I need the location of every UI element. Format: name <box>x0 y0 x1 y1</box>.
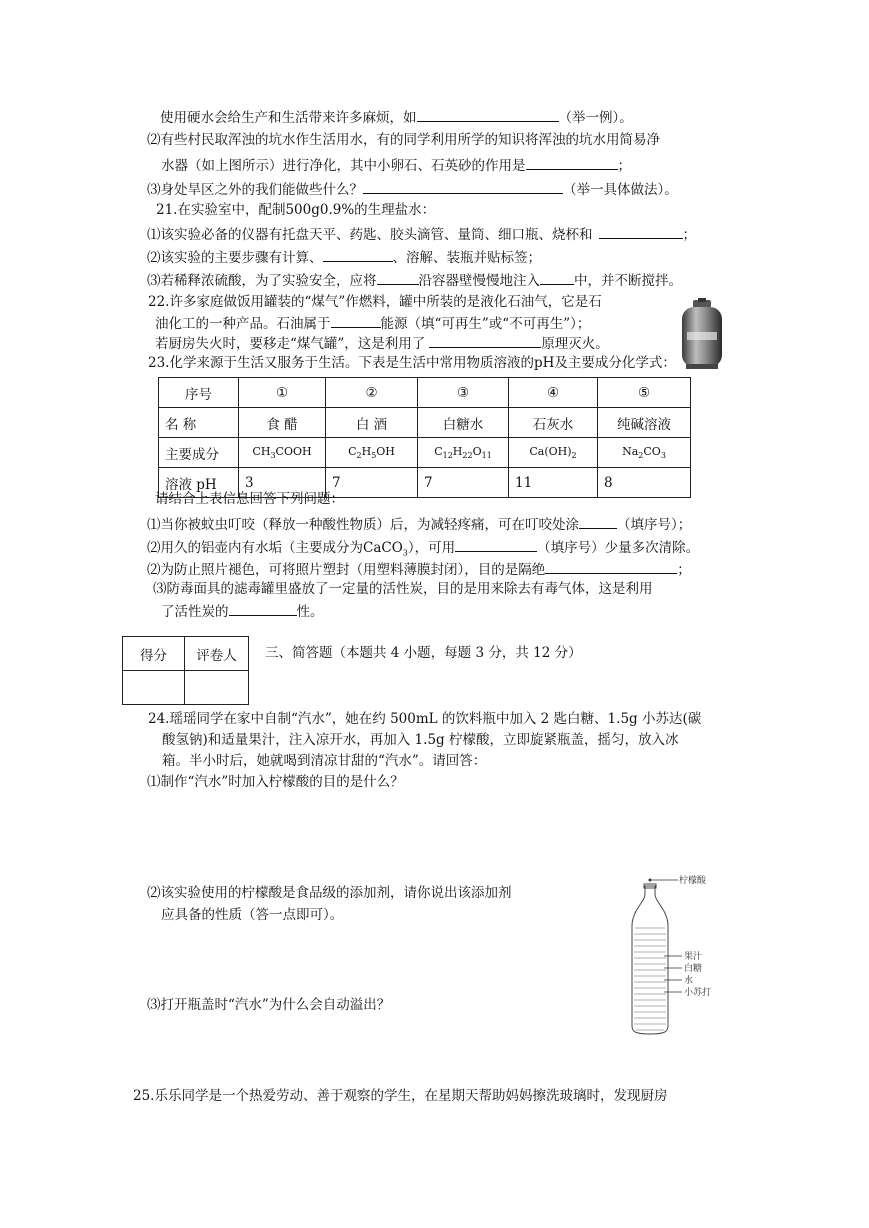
q22-line2: 油化工的一种产品。石油属于 能源（填“可再生”或“不可再生”）； <box>155 313 590 333</box>
q21-part3: ⑶若稀释浓硫酸，为了实验安全，应将 沿容器壁慢慢地注入 中，并不断搅拌。 <box>147 270 682 290</box>
answer-blank[interactable] <box>540 270 574 285</box>
answer-blank[interactable] <box>455 537 537 552</box>
table-cell: 7 <box>326 468 418 498</box>
q21-title: 21.在实验室中，配制500g0.9%的生理盐水： <box>156 202 436 218</box>
answer-blank[interactable] <box>545 559 677 574</box>
q22-line1: 22.许多家庭做饭用罐装的“煤气”作燃料，罐中所装的是液化石油气，它是石 <box>148 294 602 310</box>
label-sugar: 白糖 <box>684 964 703 974</box>
soda-bottle-diagram <box>620 868 730 1038</box>
table-cell: 8 <box>598 468 691 498</box>
table-row <box>159 408 691 438</box>
table-cell: 纯碱溶液 <box>598 408 691 438</box>
q24-line1: 24.瑶瑶同学在家中自制“汽水”，她在约 500mL 的饮料瓶中加入 2 匙白糖、1.5g 小苏达(碳 <box>148 711 702 727</box>
q20-part2: ⑵有些村民取浑浊的坑水作生活用水，有的同学利用所学的知识将浑浊的坑水用简易净 <box>147 132 660 148</box>
row-label: 溶液 pH <box>159 468 239 498</box>
score-cell[interactable] <box>123 671 185 705</box>
liquid-lines <box>634 928 666 1030</box>
table-cell: 白糖水 <box>418 408 509 438</box>
q23-title: 23.化学来源于生活又服务于生活。下表是生活中常用物质溶液的pH及主要成分化学式： <box>148 355 676 371</box>
label-juice: 果汁 <box>684 952 703 962</box>
answer-blank[interactable] <box>599 224 683 239</box>
score-label: 得分 <box>123 637 185 671</box>
answer-blank[interactable] <box>331 313 381 328</box>
gas-cylinder-image <box>678 298 726 370</box>
q24-line2: 酸氢钠)和适量果汁，注入凉开水，再加入 1.5g 柠檬酸，立即旋紧瓶盖，摇匀，放入冰 <box>162 732 679 748</box>
answer-blank[interactable] <box>417 107 559 122</box>
table-cell: ① <box>239 378 326 408</box>
label-citric-acid: 柠檬酸 <box>679 876 707 886</box>
q20-line1: 使用硬水会给生产和生活带来许多麻烦，如 （举一例）。 <box>160 107 633 127</box>
q24-part2: ⑵该实验使用的柠檬酸是食品级的添加剂，请你说出该添加剂 <box>147 885 512 901</box>
row-label: 主要成分 <box>159 438 239 468</box>
q24-part3: ⑶打开瓶盖时“汽水”为什么会自动溢出？ <box>147 997 391 1013</box>
table-cell: 白 酒 <box>326 408 418 438</box>
q23-part2: ⑵用久的铝壶内有水垢（主要成分为CaCO$_3$），可用 （填序号）少量多次清除。 <box>147 537 699 563</box>
grader-cell[interactable] <box>185 671 249 705</box>
formula-cell: $Ca(OH)_2$ <box>509 438 598 468</box>
table-cell: 食 醋 <box>239 408 326 438</box>
q23-part1: ⑴当你被蚊虫叮咬（释放一种酸性物质）后，为减轻疼痛，可在叮咬处涂 （填序号）； <box>147 514 691 534</box>
q24-line3: 箱。半小时后，她就喝到清凉甘甜的“汽水”。请回答： <box>162 753 487 769</box>
formula-cell: $Na_2CO_3$ <box>598 438 691 468</box>
section3-heading: 三、简答题（本题共 4 小题，每题 3 分，共 12 分） <box>265 645 582 661</box>
q25-line1: 25.乐乐同学是一个热爱劳动、善于观察的学生，在星期天帮助妈妈擦洗玻璃时，发现厨房 <box>133 1088 668 1104</box>
table-cell: ④ <box>509 378 598 408</box>
row-label: 序号 <box>159 378 239 408</box>
q21-part1: ⑴该实验必备的仪器有托盘天平、药匙、胶头滴管、量筒、细口瓶、烧杯和 ； <box>147 224 696 244</box>
table-cell: ③ <box>418 378 509 408</box>
grader-label: 评卷人 <box>185 637 249 671</box>
q24-part1: ⑴制作“汽水”时加入柠檬酸的目的是什么？ <box>147 774 404 790</box>
answer-blank[interactable] <box>363 179 563 194</box>
table-cell: ⑤ <box>598 378 691 408</box>
table-cell: 3 <box>239 468 326 498</box>
q22-line3: 若厨房失火时，要移走“煤气罐”，这是利用了 原理灭火。 <box>155 333 609 353</box>
formula-cell: $CH_3COOH$ <box>239 438 326 468</box>
q24-part2-cont: 应具备的性质（答一点即可）。 <box>161 907 344 923</box>
label-water: 水 <box>684 976 694 986</box>
answer-blank[interactable] <box>323 247 393 262</box>
formula-cell: $C_2H_5OH$ <box>326 438 418 468</box>
q23-part3: ⑵为防止照片褪色，可将照片塑封（用塑料薄膜封闭），目的是隔绝 ； <box>147 559 691 579</box>
table-cell: ② <box>326 378 418 408</box>
answer-blank[interactable] <box>377 270 419 285</box>
score-box <box>122 636 249 705</box>
answer-blank[interactable] <box>429 333 541 348</box>
table-row <box>159 378 691 408</box>
q23-part4-cont: 了活性炭的 性。 <box>161 601 324 621</box>
ph-table <box>158 377 691 498</box>
q20-part3: ⑶身处旱区之外的我们能做些什么？ （举一具体做法）。 <box>147 179 678 199</box>
answer-blank[interactable] <box>579 514 617 529</box>
answer-blank[interactable] <box>526 155 618 170</box>
table-cell: 11 <box>509 468 598 498</box>
formula-cell: $C_{12}H_{22}O_{11}$ <box>418 438 509 468</box>
answer-blank[interactable] <box>229 601 297 616</box>
table-cell: 7 <box>418 468 509 498</box>
q21-part2: ⑵该实验的主要步骤有计算、 、溶解、装瓶并贴标签； <box>147 247 541 267</box>
q20-part2-cont: 水器（如上图所示）进行净化，其中小卵石、石英砂的作用是 ； <box>161 155 631 175</box>
table-cell: 石灰水 <box>509 408 598 438</box>
label-baking-soda: 小苏打 <box>684 988 712 998</box>
leader-dot <box>649 879 652 882</box>
q23-intro: 请结合上表信息回答下列问题： <box>155 491 344 507</box>
q23-part4: ⑶防毒面具的滤毒罐里盛放了一定量的活性炭，目的是用来除去有毒气体，这是利用 <box>153 581 653 597</box>
table-row <box>159 438 691 468</box>
row-label: 名 称 <box>159 408 239 438</box>
